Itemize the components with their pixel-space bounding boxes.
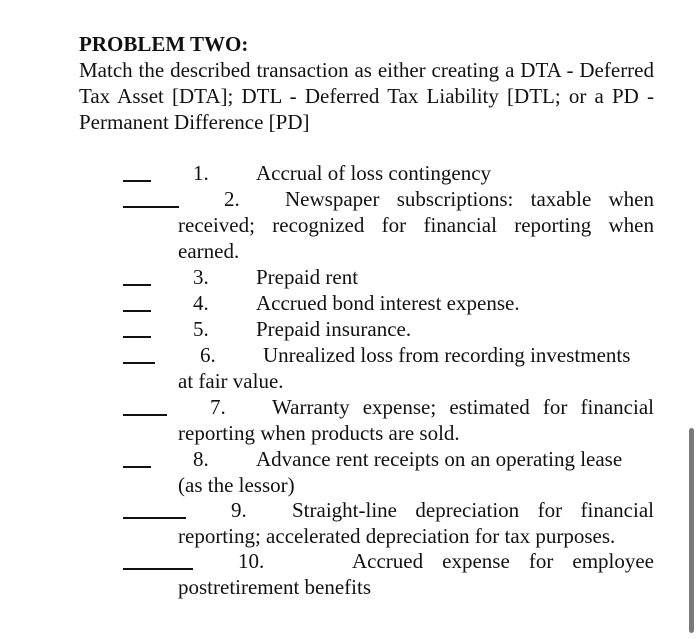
item-number: 3. <box>193 265 209 289</box>
item-text-first-line: Straight-line depreciation for financial <box>292 498 654 522</box>
item-text-continued: reporting; accelerated depreciation for tax purposes. <box>178 524 616 548</box>
answer-blank-8[interactable] <box>123 466 151 468</box>
item-number: 10. <box>238 549 265 573</box>
item-text-first-line: Accrued expense for employee <box>352 549 654 573</box>
answer-blank-3[interactable] <box>123 284 151 286</box>
item-text-continued: (as the lessor) <box>178 473 295 497</box>
item-text-continued: postretirement benefits <box>178 575 372 599</box>
item-number: 7. <box>210 395 226 419</box>
item-text-continued: received; recognized for financial reporting when earned. <box>178 213 654 263</box>
answer-blank-2[interactable] <box>123 206 179 208</box>
item-text: Prepaid insurance. <box>256 317 412 341</box>
item-text-first-line: Newspaper subscriptions: taxable when <box>285 187 654 211</box>
item-text-continued: at fair value. <box>178 369 284 393</box>
item-number: 6. <box>200 343 216 367</box>
answer-blank-5[interactable] <box>123 336 151 338</box>
answer-blank-1[interactable] <box>123 180 151 182</box>
answer-blank-10[interactable] <box>123 568 193 570</box>
item-text: Accrual of loss contingency <box>256 161 492 185</box>
item-text-first-line: Unrealized loss from recording investments <box>263 343 631 367</box>
item-text: Accrued bond interest expense. <box>256 291 520 315</box>
item-number: 1. <box>193 161 209 185</box>
item-number: 4. <box>193 291 209 315</box>
item-text-first-line: Advance rent receipts on an operating lease <box>256 447 623 471</box>
answer-blank-4[interactable] <box>123 310 151 312</box>
item-text-continued: reporting when products are sold. <box>178 421 460 445</box>
item-text-first-line: Warranty expense; estimated for financial <box>272 395 654 419</box>
item-number: 9. <box>231 498 247 522</box>
item-text: Prepaid rent <box>256 265 359 289</box>
problem-instructions: Match the described transaction as either creating a DTA - Deferred Tax Asset [DTA]; DTL - Deferred Tax Liability [DTL; or a PD - Permanent Difference [PD] <box>79 58 654 134</box>
answer-blank-7[interactable] <box>123 414 167 416</box>
scrollbar-thumb[interactable] <box>689 428 694 633</box>
problem-title: PROBLEM TWO: <box>79 32 249 56</box>
answer-blank-6[interactable] <box>123 362 155 364</box>
item-number: 8. <box>193 447 209 471</box>
item-number: 2. <box>224 187 240 211</box>
item-number: 5. <box>193 317 209 341</box>
answer-blank-9[interactable] <box>123 517 186 519</box>
